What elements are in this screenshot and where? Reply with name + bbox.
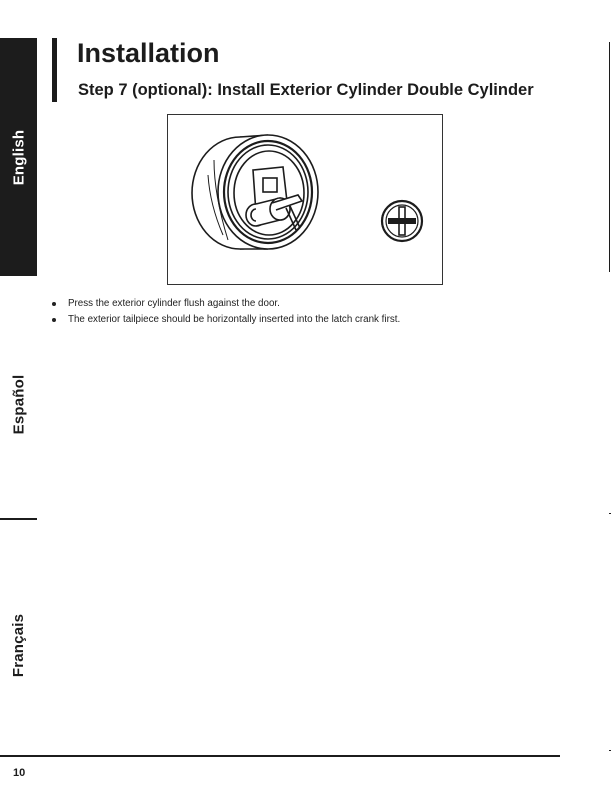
bullet-icon — [52, 318, 56, 322]
crop-mark — [609, 42, 610, 272]
page-title: Installation — [77, 38, 220, 68]
language-tab-english — [0, 38, 37, 276]
step-heading: Step 7 (optional): Install Exterior Cylinder Double Cylinder — [78, 81, 534, 99]
exterior-cylinder-illustration — [168, 115, 444, 286]
language-label-english: English — [10, 129, 28, 185]
crop-mark — [609, 750, 611, 751]
language-label-french: Français — [10, 613, 27, 677]
list-item — [48, 314, 400, 327]
bullet-icon — [52, 302, 56, 306]
instruction-list — [48, 298, 400, 330]
crop-mark — [609, 513, 611, 514]
list-item — [48, 298, 400, 311]
footer-divider — [0, 755, 560, 757]
figure-frame — [167, 114, 443, 285]
header-accent-bar — [52, 38, 57, 102]
language-tab-spanish — [0, 290, 37, 520]
instruction-text: The exterior tailpiece should be horizontally inserted into the latch crank first. — [68, 313, 401, 325]
language-label-spanish: Español — [10, 374, 27, 434]
language-tab-french — [0, 535, 37, 755]
instruction-text: Press the exterior cylinder flush against the door. — [68, 298, 280, 309]
page-number: 10 — [13, 767, 26, 779]
